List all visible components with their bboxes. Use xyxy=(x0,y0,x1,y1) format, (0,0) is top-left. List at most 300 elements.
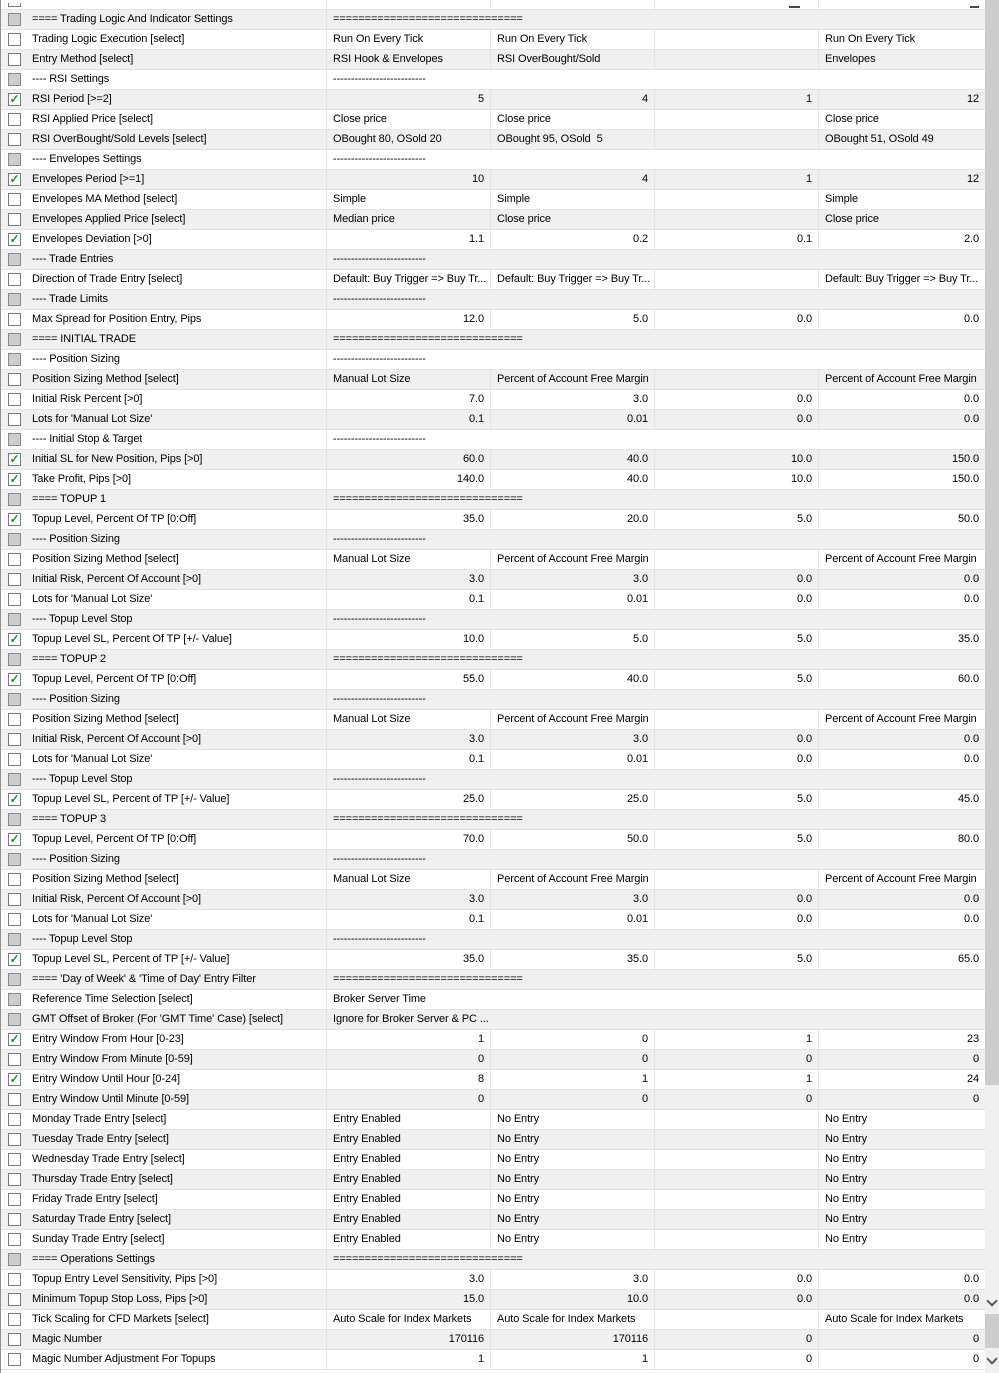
start-cell[interactable]: No Entry xyxy=(490,1130,654,1149)
value-cell[interactable]: 0.1 xyxy=(326,590,490,609)
value-cell[interactable]: 55.0 xyxy=(326,670,490,689)
step-cell[interactable] xyxy=(654,190,818,209)
sub-row[interactable] xyxy=(1,150,986,170)
param-row[interactable] xyxy=(1,410,986,430)
param-row[interactable] xyxy=(1,1270,986,1290)
stop-cell[interactable]: No Entry xyxy=(818,1130,986,1149)
value-cell[interactable]: 1 xyxy=(326,1350,490,1369)
stop-cell[interactable]: 0 xyxy=(818,1090,986,1109)
stop-cell[interactable]: 0.0 xyxy=(818,390,986,409)
start-cell[interactable]: Auto Scale for Index Markets xyxy=(490,1310,654,1329)
optimize-checkbox[interactable] xyxy=(8,1213,21,1226)
optimize-checkbox[interactable] xyxy=(8,1233,21,1246)
scroll-down-icon[interactable] xyxy=(986,1353,997,1364)
optimize-checkbox[interactable] xyxy=(8,193,21,206)
param-row[interactable] xyxy=(1,710,986,730)
value-cell[interactable]: Run On Every Tick xyxy=(326,30,490,49)
stop-cell[interactable]: 65.0 xyxy=(818,950,986,969)
sub-row[interactable] xyxy=(1,610,986,630)
param-row[interactable] xyxy=(1,190,986,210)
stop-cell[interactable]: 0.0 xyxy=(818,570,986,589)
param-row[interactable] xyxy=(1,590,986,610)
start-cell[interactable]: 35.0 xyxy=(490,950,654,969)
value-cell[interactable]: 1 xyxy=(326,1030,490,1049)
value-cell[interactable]: 10 xyxy=(326,170,490,189)
optimize-checkbox[interactable] xyxy=(8,513,21,526)
step-cell[interactable]: 5.0 xyxy=(654,630,818,649)
section-row[interactable] xyxy=(1,1250,986,1270)
step-cell[interactable]: 5.0 xyxy=(654,790,818,809)
optimize-checkbox[interactable] xyxy=(8,913,21,926)
optimize-checkbox[interactable] xyxy=(8,753,21,766)
value-cell[interactable]: 8 xyxy=(326,1070,490,1089)
value-cell[interactable]: 140.0 xyxy=(326,470,490,489)
sub-row[interactable] xyxy=(1,250,986,270)
step-cell[interactable] xyxy=(654,870,818,889)
stop-cell[interactable]: 45.0 xyxy=(818,790,986,809)
value-cell[interactable]: 35.0 xyxy=(326,510,490,529)
sub-row[interactable] xyxy=(1,850,986,870)
stop-cell[interactable]: 50.0 xyxy=(818,510,986,529)
optimize-checkbox[interactable] xyxy=(8,213,21,226)
start-cell[interactable]: 1 xyxy=(490,1350,654,1369)
scrollbar-thumb[interactable] xyxy=(985,0,999,1085)
optimize-checkbox[interactable] xyxy=(8,173,21,186)
step-cell[interactable]: 1 xyxy=(654,1070,818,1089)
step-cell[interactable]: 1 xyxy=(654,90,818,109)
start-cell[interactable]: Close price xyxy=(490,210,654,229)
stop-cell[interactable]: 0.0 xyxy=(818,750,986,769)
start-cell[interactable]: 1 xyxy=(490,1070,654,1089)
section-row[interactable] xyxy=(1,650,986,670)
optimize-checkbox[interactable] xyxy=(8,1053,21,1066)
start-cell[interactable]: 170116 xyxy=(490,1330,654,1349)
stop-cell[interactable]: 60.0 xyxy=(818,670,986,689)
value-cell[interactable]: 35.0 xyxy=(326,950,490,969)
step-cell[interactable]: 0.0 xyxy=(654,590,818,609)
start-cell[interactable]: 0.01 xyxy=(490,750,654,769)
start-cell[interactable]: 40.0 xyxy=(490,450,654,469)
step-cell[interactable]: 5.0 xyxy=(654,950,818,969)
start-cell[interactable]: 25.0 xyxy=(490,790,654,809)
step-cell[interactable]: 0.1 xyxy=(654,230,818,249)
sub-row[interactable] xyxy=(1,690,986,710)
step-cell[interactable] xyxy=(654,1130,818,1149)
start-cell[interactable]: Run On Every Tick xyxy=(490,30,654,49)
section-row[interactable] xyxy=(1,10,986,30)
start-cell[interactable]: Simple xyxy=(490,190,654,209)
step-cell[interactable] xyxy=(654,50,818,69)
value-cell[interactable]: 5 xyxy=(326,90,490,109)
start-cell[interactable]: 10.0 xyxy=(490,1290,654,1309)
value-cell[interactable]: Entry Enabled xyxy=(326,1170,490,1189)
step-cell[interactable] xyxy=(654,710,818,729)
step-cell[interactable] xyxy=(654,370,818,389)
start-cell[interactable]: Percent of Account Free Margin xyxy=(490,870,654,889)
optimize-checkbox[interactable] xyxy=(8,633,21,646)
step-cell[interactable]: 0.0 xyxy=(654,1270,818,1289)
value-cell[interactable]: Entry Enabled xyxy=(326,1150,490,1169)
value-cell[interactable]: Simple xyxy=(326,190,490,209)
param-row[interactable] xyxy=(1,750,986,770)
param-row[interactable] xyxy=(1,1150,986,1170)
stop-cell[interactable]: Simple xyxy=(818,190,986,209)
param-row[interactable] xyxy=(1,670,986,690)
start-cell[interactable]: 4 xyxy=(490,90,654,109)
section-row[interactable] xyxy=(1,810,986,830)
param-row[interactable] xyxy=(1,890,986,910)
start-cell[interactable]: 0.01 xyxy=(490,410,654,429)
param-row[interactable] xyxy=(1,370,986,390)
step-cell[interactable]: 5.0 xyxy=(654,670,818,689)
value-cell[interactable]: 3.0 xyxy=(326,890,490,909)
value-cell[interactable]: Ignore for Broker Server & PC ... xyxy=(326,1010,986,1029)
param-row[interactable] xyxy=(1,730,986,750)
stop-cell[interactable]: Percent of Account Free Margin xyxy=(818,870,986,889)
start-cell[interactable]: 3.0 xyxy=(490,390,654,409)
sub-row[interactable] xyxy=(1,430,986,450)
sub-row[interactable] xyxy=(1,70,986,90)
value-cell[interactable]: Manual Lot Size xyxy=(326,710,490,729)
stop-cell[interactable]: 12 xyxy=(818,170,986,189)
optimize-checkbox[interactable] xyxy=(8,53,21,66)
param-row[interactable] xyxy=(1,310,986,330)
step-cell[interactable] xyxy=(654,130,818,149)
optimize-checkbox[interactable] xyxy=(8,373,21,386)
section-row[interactable] xyxy=(1,330,986,350)
optimize-checkbox[interactable] xyxy=(8,733,21,746)
value-cell[interactable]: 1.1 xyxy=(326,230,490,249)
value-cell[interactable]: Default: Buy Trigger => Buy Tr... xyxy=(326,270,490,289)
value-cell[interactable]: Entry Enabled xyxy=(326,1130,490,1149)
start-cell[interactable]: 50.0 xyxy=(490,830,654,849)
step-cell[interactable] xyxy=(654,30,818,49)
step-cell[interactable] xyxy=(654,1230,818,1249)
param-row[interactable] xyxy=(1,1110,986,1130)
optimize-checkbox[interactable] xyxy=(8,1173,21,1186)
start-cell[interactable]: No Entry xyxy=(490,1110,654,1129)
value-cell[interactable]: Manual Lot Size xyxy=(326,550,490,569)
value-cell[interactable]: Entry Enabled xyxy=(326,1210,490,1229)
start-cell[interactable]: 4 xyxy=(490,170,654,189)
value-cell[interactable]: 15.0 xyxy=(326,1290,490,1309)
start-cell[interactable]: 0.01 xyxy=(490,910,654,929)
optimize-checkbox[interactable] xyxy=(8,1033,21,1046)
param-row[interactable] xyxy=(1,230,986,250)
scroll-down-icon[interactable] xyxy=(986,1295,997,1306)
start-cell[interactable]: 5.0 xyxy=(490,630,654,649)
vertical-scrollbar[interactable] xyxy=(985,0,999,1373)
optimize-checkbox[interactable] xyxy=(8,713,21,726)
param-row[interactable] xyxy=(1,510,986,530)
start-cell[interactable]: RSI OverBought/Sold xyxy=(490,50,654,69)
optimize-checkbox[interactable] xyxy=(8,273,21,286)
value-cell[interactable]: 0.1 xyxy=(326,750,490,769)
start-cell[interactable]: 40.0 xyxy=(490,670,654,689)
optimize-checkbox[interactable] xyxy=(8,1193,21,1206)
param-row[interactable] xyxy=(1,950,986,970)
optimize-checkbox[interactable] xyxy=(8,1333,21,1346)
start-cell[interactable]: No Entry xyxy=(490,1170,654,1189)
optimize-checkbox[interactable] xyxy=(8,453,21,466)
stop-cell[interactable]: 0.0 xyxy=(818,730,986,749)
stop-cell[interactable]: Default: Buy Trigger => Buy Tr... xyxy=(818,270,986,289)
start-cell[interactable]: 3.0 xyxy=(490,730,654,749)
param-row[interactable] xyxy=(1,470,986,490)
step-cell[interactable]: 0.0 xyxy=(654,910,818,929)
param-row[interactable] xyxy=(1,1030,986,1050)
stop-cell[interactable]: 0.0 xyxy=(818,1290,986,1309)
stop-cell[interactable]: 80.0 xyxy=(818,830,986,849)
step-cell[interactable]: 0.0 xyxy=(654,390,818,409)
step-cell[interactable]: 0.0 xyxy=(654,890,818,909)
optimize-checkbox[interactable] xyxy=(8,573,21,586)
param-row[interactable] xyxy=(1,50,986,70)
step-cell[interactable] xyxy=(654,1170,818,1189)
param-row[interactable] xyxy=(1,130,986,150)
value-cell[interactable]: 60.0 xyxy=(326,450,490,469)
scrollbar-thumb[interactable] xyxy=(985,1314,999,1348)
step-cell[interactable] xyxy=(654,1190,818,1209)
span-row[interactable] xyxy=(1,1010,986,1030)
stop-cell[interactable]: 0.0 xyxy=(818,890,986,909)
start-cell[interactable]: 20.0 xyxy=(490,510,654,529)
optimize-checkbox[interactable] xyxy=(8,413,21,426)
stop-cell[interactable]: 0 xyxy=(818,1350,986,1369)
optimize-checkbox[interactable] xyxy=(8,553,21,566)
optimize-checkbox[interactable] xyxy=(8,393,21,406)
optimize-checkbox[interactable] xyxy=(8,1153,21,1166)
value-cell[interactable]: Median price xyxy=(326,210,490,229)
param-row[interactable] xyxy=(1,830,986,850)
section-row[interactable] xyxy=(1,490,986,510)
param-row[interactable] xyxy=(1,630,986,650)
value-cell[interactable]: 3.0 xyxy=(326,730,490,749)
stop-cell[interactable]: 0.0 xyxy=(818,1270,986,1289)
optimize-checkbox[interactable] xyxy=(8,133,21,146)
value-cell[interactable]: 25.0 xyxy=(326,790,490,809)
start-cell[interactable]: 0 xyxy=(490,1050,654,1069)
stop-cell[interactable]: 23 xyxy=(818,1030,986,1049)
value-cell[interactable]: 0 xyxy=(326,1050,490,1069)
stop-cell[interactable]: 2.0 xyxy=(818,230,986,249)
param-row[interactable] xyxy=(1,1170,986,1190)
optimize-checkbox[interactable] xyxy=(8,233,21,246)
stop-cell[interactable]: 12 xyxy=(818,90,986,109)
step-cell[interactable] xyxy=(654,1150,818,1169)
param-row[interactable] xyxy=(1,90,986,110)
start-cell[interactable]: No Entry xyxy=(490,1150,654,1169)
start-cell[interactable]: Default: Buy Trigger => Buy Tr... xyxy=(490,270,654,289)
param-row[interactable] xyxy=(1,390,986,410)
stop-cell[interactable]: Auto Scale for Index Markets xyxy=(818,1310,986,1329)
optimize-checkbox[interactable] xyxy=(8,473,21,486)
optimize-checkbox[interactable] xyxy=(8,33,21,46)
param-row[interactable] xyxy=(1,1090,986,1110)
optimize-checkbox[interactable] xyxy=(8,833,21,846)
span-row[interactable] xyxy=(1,990,986,1010)
param-row[interactable] xyxy=(1,870,986,890)
value-cell[interactable]: Entry Enabled xyxy=(326,1110,490,1129)
param-row[interactable] xyxy=(1,570,986,590)
optimize-checkbox[interactable] xyxy=(8,793,21,806)
stop-cell[interactable]: Percent of Account Free Margin xyxy=(818,370,986,389)
value-cell[interactable]: 0.1 xyxy=(326,910,490,929)
step-cell[interactable] xyxy=(654,210,818,229)
step-cell[interactable] xyxy=(654,550,818,569)
step-cell[interactable] xyxy=(654,270,818,289)
step-cell[interactable]: 0.0 xyxy=(654,1290,818,1309)
param-row[interactable] xyxy=(1,210,986,230)
value-cell[interactable]: 3.0 xyxy=(326,1270,490,1289)
step-cell[interactable]: 1 xyxy=(654,170,818,189)
param-row[interactable] xyxy=(1,790,986,810)
step-cell[interactable]: 1 xyxy=(654,1030,818,1049)
stop-cell[interactable]: 35.0 xyxy=(818,630,986,649)
optimize-checkbox[interactable] xyxy=(8,93,21,106)
stop-cell[interactable]: Run On Every Tick xyxy=(818,30,986,49)
step-cell[interactable] xyxy=(654,1210,818,1229)
step-cell[interactable]: 0 xyxy=(654,1330,818,1349)
value-cell[interactable]: Manual Lot Size xyxy=(326,870,490,889)
optimize-checkbox[interactable] xyxy=(8,673,21,686)
value-cell[interactable]: OBought 80, OSold 20 xyxy=(326,130,490,149)
stop-cell[interactable]: 150.0 xyxy=(818,470,986,489)
param-row[interactable] xyxy=(1,450,986,470)
value-cell[interactable]: 10.0 xyxy=(326,630,490,649)
value-cell[interactable]: 170116 xyxy=(326,1330,490,1349)
stop-cell[interactable]: 24 xyxy=(818,1070,986,1089)
value-cell[interactable]: 0 xyxy=(326,1090,490,1109)
value-cell[interactable]: 7.0 xyxy=(326,390,490,409)
value-cell[interactable]: 3.0 xyxy=(326,570,490,589)
value-cell[interactable]: Manual Lot Size xyxy=(326,370,490,389)
stop-cell[interactable]: No Entry xyxy=(818,1210,986,1229)
optimize-checkbox[interactable] xyxy=(8,1133,21,1146)
start-cell[interactable]: 0 xyxy=(490,1090,654,1109)
param-row[interactable] xyxy=(1,110,986,130)
step-cell[interactable]: 0 xyxy=(654,1090,818,1109)
optimize-checkbox[interactable] xyxy=(8,313,21,326)
value-cell[interactable]: 12.0 xyxy=(326,310,490,329)
param-row[interactable] xyxy=(1,910,986,930)
sub-row[interactable] xyxy=(1,350,986,370)
optimize-checkbox[interactable] xyxy=(8,593,21,606)
step-cell[interactable]: 10.0 xyxy=(654,470,818,489)
start-cell[interactable]: No Entry xyxy=(490,1210,654,1229)
param-row[interactable] xyxy=(1,550,986,570)
stop-cell[interactable]: 150.0 xyxy=(818,450,986,469)
stop-cell[interactable]: Envelopes xyxy=(818,50,986,69)
stop-cell[interactable]: Close price xyxy=(818,210,986,229)
start-cell[interactable]: 0.2 xyxy=(490,230,654,249)
start-cell[interactable]: No Entry xyxy=(490,1230,654,1249)
stop-cell[interactable]: 0 xyxy=(818,1330,986,1349)
param-row[interactable] xyxy=(1,1290,986,1310)
stop-cell[interactable]: Close price xyxy=(818,110,986,129)
start-cell[interactable]: No Entry xyxy=(490,1190,654,1209)
param-row[interactable] xyxy=(1,30,986,50)
param-row[interactable] xyxy=(1,1330,986,1350)
optimize-checkbox[interactable] xyxy=(8,1313,21,1326)
optimize-checkbox[interactable] xyxy=(8,1273,21,1286)
optimize-checkbox[interactable] xyxy=(8,893,21,906)
start-cell[interactable]: 0 xyxy=(490,1030,654,1049)
optimize-checkbox[interactable] xyxy=(8,1293,21,1306)
param-row[interactable] xyxy=(1,270,986,290)
stop-cell[interactable]: No Entry xyxy=(818,1170,986,1189)
stop-cell[interactable]: 0.0 xyxy=(818,310,986,329)
start-cell[interactable]: Close price xyxy=(490,110,654,129)
step-cell[interactable]: 0.0 xyxy=(654,410,818,429)
value-cell[interactable]: Broker Server Time xyxy=(326,990,986,1009)
stop-cell[interactable]: No Entry xyxy=(818,1190,986,1209)
optimize-checkbox[interactable] xyxy=(8,113,21,126)
optimize-checkbox[interactable] xyxy=(8,1353,21,1366)
start-cell[interactable]: Percent of Account Free Margin xyxy=(490,710,654,729)
step-cell[interactable] xyxy=(654,110,818,129)
param-row[interactable] xyxy=(1,170,986,190)
step-cell[interactable]: 0.0 xyxy=(654,750,818,769)
optimize-checkbox[interactable] xyxy=(8,1113,21,1126)
optimize-checkbox[interactable] xyxy=(8,1073,21,1086)
stop-cell[interactable]: Percent of Account Free Margin xyxy=(818,710,986,729)
param-row[interactable] xyxy=(1,1050,986,1070)
start-cell[interactable]: 3.0 xyxy=(490,890,654,909)
stop-cell[interactable]: No Entry xyxy=(818,1110,986,1129)
step-cell[interactable]: 0 xyxy=(654,1050,818,1069)
value-cell[interactable]: Entry Enabled xyxy=(326,1190,490,1209)
stop-cell[interactable]: 0.0 xyxy=(818,410,986,429)
step-cell[interactable]: 0.0 xyxy=(654,310,818,329)
stop-cell[interactable]: No Entry xyxy=(818,1150,986,1169)
param-row[interactable] xyxy=(1,1210,986,1230)
value-cell[interactable]: Close price xyxy=(326,110,490,129)
optimize-checkbox[interactable] xyxy=(8,1093,21,1106)
stop-cell[interactable]: 0.0 xyxy=(818,590,986,609)
step-cell[interactable] xyxy=(654,1310,818,1329)
value-cell[interactable]: 70.0 xyxy=(326,830,490,849)
start-cell[interactable]: 3.0 xyxy=(490,570,654,589)
step-cell[interactable]: 0.0 xyxy=(654,570,818,589)
value-cell[interactable]: Auto Scale for Index Markets xyxy=(326,1310,490,1329)
param-row[interactable] xyxy=(1,1350,986,1370)
value-cell[interactable]: Entry Enabled xyxy=(326,1230,490,1249)
optimize-checkbox[interactable] xyxy=(8,873,21,886)
param-row[interactable] xyxy=(1,1310,986,1330)
stop-cell[interactable]: Percent of Account Free Margin xyxy=(818,550,986,569)
param-row[interactable] xyxy=(1,1070,986,1090)
value-cell[interactable]: 0.1 xyxy=(326,410,490,429)
start-cell[interactable]: OBought 95, OSold 5 xyxy=(490,130,654,149)
step-cell[interactable]: 5.0 xyxy=(654,510,818,529)
param-row[interactable] xyxy=(1,1190,986,1210)
sub-row[interactable] xyxy=(1,290,986,310)
sub-row[interactable] xyxy=(1,530,986,550)
optimize-checkbox[interactable] xyxy=(8,953,21,966)
start-cell[interactable]: 5.0 xyxy=(490,310,654,329)
param-row[interactable] xyxy=(1,1130,986,1150)
stop-cell[interactable]: 0 xyxy=(818,1050,986,1069)
section-row[interactable] xyxy=(1,970,986,990)
param-row[interactable] xyxy=(1,1230,986,1250)
step-cell[interactable]: 0 xyxy=(654,1350,818,1369)
step-cell[interactable]: 5.0 xyxy=(654,830,818,849)
value-cell[interactable]: RSI Hook & Envelopes xyxy=(326,50,490,69)
start-cell[interactable]: 40.0 xyxy=(490,470,654,489)
step-cell[interactable]: 0.0 xyxy=(654,730,818,749)
step-cell[interactable]: 10.0 xyxy=(654,450,818,469)
